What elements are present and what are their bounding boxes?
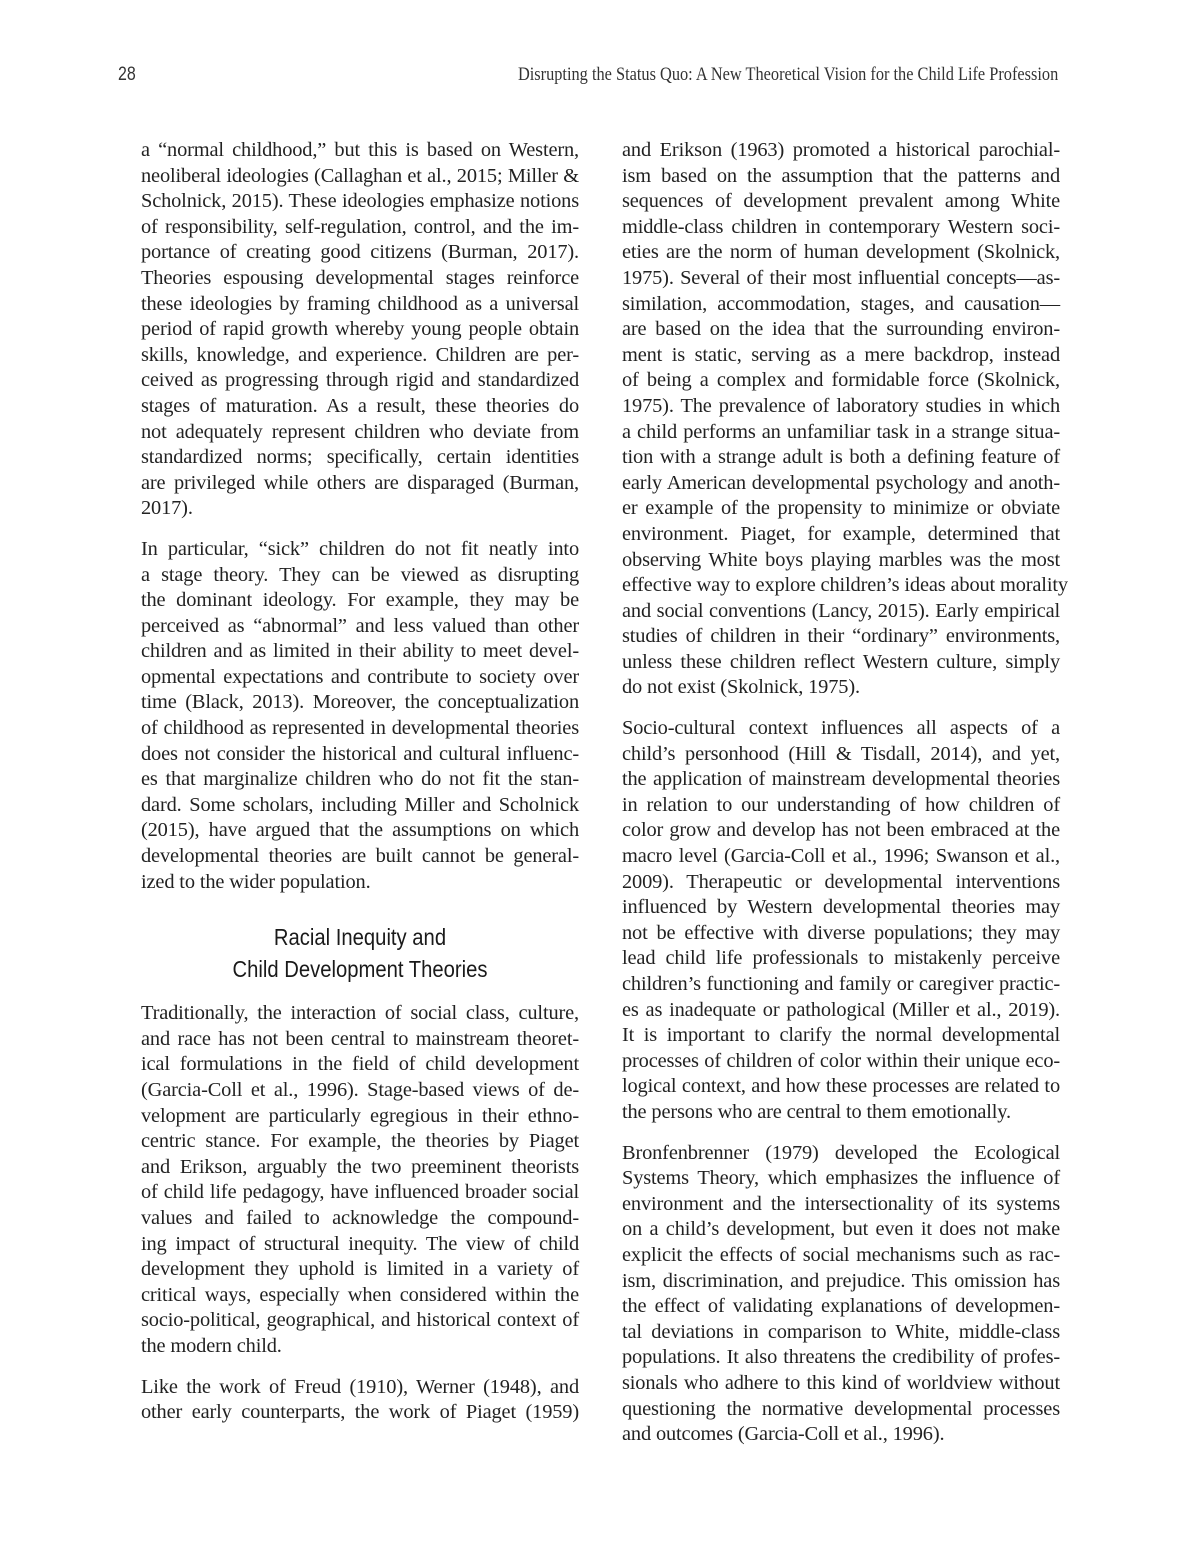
text-line: (Garcia-Coll et al., 1996). Stage-based views of de- [141, 1079, 579, 1101]
paragraph [141, 537, 579, 895]
text-line: ment is static, serving as a mere backdrop, instead [622, 343, 1060, 366]
text-line: tal deviations in comparison to White, middle-class [622, 1320, 1060, 1343]
text-line: opmental expectations and contribute to society over [141, 665, 579, 688]
text-line: a child performs an unfamiliar task in a strange situa- [622, 420, 1060, 443]
text-line: the application of mainstream developmental theories [622, 768, 1060, 791]
text-line: populations. It also threatens the credibility of profes- [622, 1346, 1060, 1369]
paragraph [622, 716, 1060, 1126]
text-line: explicit the effects of social mechanisms such as rac- [622, 1243, 1060, 1266]
left-column [141, 138, 579, 1441]
text-line: portance of creating good citizens (Burman, 2017). [141, 241, 579, 264]
right-column [622, 138, 1068, 1463]
text-line: Socio-cultural context influences all aspects of a [622, 717, 1060, 740]
text-line: similation, accommodation, stages, and causation— [622, 292, 1060, 315]
text-line: sequences of development prevalent among White [622, 190, 1060, 213]
text-line: velopment are particularly egregious in their ethno- [141, 1104, 579, 1127]
text-line: do not exist (Skolnick, 1975). [622, 676, 860, 699]
text-line: socio-political, geographical, and historical context of [141, 1309, 579, 1332]
text-line: (2015), have argued that the assumptions on which [141, 819, 579, 842]
text-line: of being a complex and formidable force (Skolnick, [622, 369, 1060, 392]
text-line: es that marginalize children who do not fit the stan- [141, 768, 579, 791]
section-heading [141, 921, 579, 985]
section-heading-line: Racial Inequity and [273, 924, 447, 951]
text-line: perceived as “abnormal” and less valued than other [141, 614, 579, 637]
running-header-title: Disrupting the Status Quo: A New Theoretical Vision for the Child Life Profession [517, 64, 1058, 85]
text-line: development they uphold is limited in a variety of [141, 1258, 579, 1281]
text-line: It is important to clarify the normal developmental [622, 1024, 1060, 1047]
text-line: neoliberal ideologies (Callaghan et al., 2015; Miller & [141, 164, 579, 187]
text-line: environment. Piaget, for example, determined that [622, 522, 1060, 545]
text-line: on a child’s development, but even it does not make [622, 1218, 1060, 1241]
text-line: observing White boys playing marbles was the most [622, 548, 1060, 571]
text-line: time (Black, 2013). Moreover, the conceptualization [141, 691, 579, 714]
text-line: critical ways, especially when considered within the [141, 1283, 579, 1306]
text-line: child’s personhood (Hill & Tisdall, 2014), and yet, [622, 742, 1060, 765]
paragraph [141, 138, 579, 522]
text-line: developmental theories are built cannot be general- [141, 845, 579, 868]
text-line: tion with a strange adult is both a defining feature of [622, 446, 1060, 469]
text-line: influenced by Western developmental theories may [622, 896, 1060, 919]
text-line: the dominant ideology. For example, they may be [141, 589, 579, 612]
text-line: 2017). [141, 497, 193, 520]
text-line: and social conventions (Lancy, 2015). Early empirical [622, 599, 1060, 622]
text-line: questioning the normative developmental processes [622, 1397, 1060, 1420]
text-line: and race has not been central to mainstream theoret- [141, 1027, 579, 1050]
text-line: ical formulations in the field of child development [141, 1053, 579, 1076]
text-line: logical context, and how these processes are related to [622, 1075, 1060, 1098]
text-line: stages of maturation. As a result, these theories do [141, 394, 579, 417]
text-line: er example of the propensity to minimize or obviate [622, 497, 1060, 520]
text-line: and outcomes (Garcia-Coll et al., 1996). [622, 1423, 945, 1446]
text-line: the modern child. [141, 1334, 282, 1357]
paragraph [141, 1001, 579, 1359]
text-line: 2009). Therapeutic or developmental interventions [622, 870, 1060, 893]
text-line: In particular, “sick” children do not fit neatly into [141, 537, 579, 560]
text-line: ing impact of structural inequity. The view of child [141, 1232, 579, 1255]
text-line: unless these children reflect Western culture, simply [622, 650, 1060, 673]
text-line: of child life pedagogy, have influenced broader social [141, 1181, 579, 1204]
text-line: es as inadequate or pathological (Miller et al., 2019). [622, 998, 1060, 1021]
text-line: children and as limited in their ability to meet devel- [141, 640, 579, 663]
page-number: 28 [118, 64, 136, 85]
text-line: sionals who adhere to this kind of worldview without [622, 1371, 1060, 1394]
text-line: ism, discrimination, and prejudice. This omission has [622, 1269, 1060, 1292]
text-line: period of rapid growth whereby young people obtain [141, 318, 579, 341]
text-line: in relation to our understanding of how children of [622, 793, 1060, 816]
text-line: a stage theory. They can be viewed as disrupting [141, 563, 579, 586]
paragraph [141, 1375, 579, 1426]
text-line: does not consider the historical and cultural influenc- [141, 742, 579, 765]
text-line: middle-class children in contemporary Western soci- [622, 215, 1060, 238]
text-line: Bronfenbrenner (1979) developed the Ecological [622, 1141, 1060, 1164]
text-line: not be effective with diverse populations; they may [622, 921, 1060, 944]
text-line: the effect of validating explanations of developmen- [622, 1295, 1060, 1318]
text-line: and Erikson (1963) promoted a historical parochial- [622, 139, 1060, 161]
text-line: lead child life professionals to mistakenly perceive [622, 947, 1060, 970]
text-line: studies of children in their “ordinary” environments, [622, 625, 1060, 648]
text-line: Theories espousing developmental stages reinforce [141, 266, 579, 289]
text-line: Traditionally, the interaction of social class, culture, [141, 1002, 579, 1025]
text-line: are based on the idea that the surrounding environ- [622, 318, 1060, 341]
text-line: values and failed to acknowledge the compound- [141, 1206, 579, 1229]
text-line: other early counterparts, the work of Piaget (1959) [141, 1401, 579, 1424]
text-line: these ideologies by framing childhood as a universal [141, 292, 579, 315]
paragraph [622, 1141, 1060, 1448]
text-line: ceived as progressing through rigid and standardized [141, 369, 579, 392]
text-line: the persons who are central to them emotionally. [622, 1100, 1011, 1123]
text-line: eties are the norm of human development (Skolnick, [622, 241, 1060, 264]
text-line: of responsibility, self-regulation, control, and the im- [141, 215, 579, 238]
text-line: processes of children of color within their unique eco- [622, 1049, 1060, 1072]
text-line: skills, knowledge, and experience. Children are per- [141, 343, 579, 366]
text-line: 1975). Several of their most influential concepts—as- [622, 266, 1060, 289]
text-line: early American developmental psychology and anoth- [622, 471, 1060, 494]
text-line: a “normal childhood,” but this is based on Western, [141, 139, 579, 161]
text-line: environment and the intersectionality of its systems [622, 1192, 1060, 1215]
text-line: dard. Some scholars, including Miller and Scholnick [141, 793, 579, 816]
text-line: macro level (Garcia-Coll et al., 1996; Swanson et al., [622, 845, 1060, 868]
text-line: Scholnick, 2015). These ideologies emphasize notions [141, 190, 579, 213]
text-line: effective way to explore children’s ideas about morality [622, 574, 1068, 597]
section-heading-line: Child Development Theories [232, 956, 488, 983]
paragraph [622, 138, 1068, 701]
text-line: 1975). The prevalence of laboratory studies in which [622, 394, 1060, 417]
text-line: Like the work of Freud (1910), Werner (1948), and [141, 1375, 579, 1398]
text-line: children’s functioning and family or caregiver practic- [622, 973, 1060, 995]
text-line: of childhood as represented in developmental theories [141, 717, 579, 740]
text-line: and Erikson, arguably the two preeminent theorists [141, 1155, 579, 1178]
text-line: centric stance. For example, the theories by Piaget [141, 1130, 579, 1153]
text-line: not adequately represent children who deviate from [141, 420, 579, 443]
text-line: color grow and develop has not been embraced at the [622, 819, 1060, 842]
text-line: are privileged while others are disparaged (Burman, [141, 471, 579, 494]
text-line: ized to the wider population. [141, 870, 371, 893]
text-line: Systems Theory, which emphasizes the influence of [622, 1167, 1060, 1190]
text-line: ism based on the assumption that the patterns and [622, 164, 1060, 187]
text-line: standardized norms; specifically, certain identities [141, 446, 579, 469]
